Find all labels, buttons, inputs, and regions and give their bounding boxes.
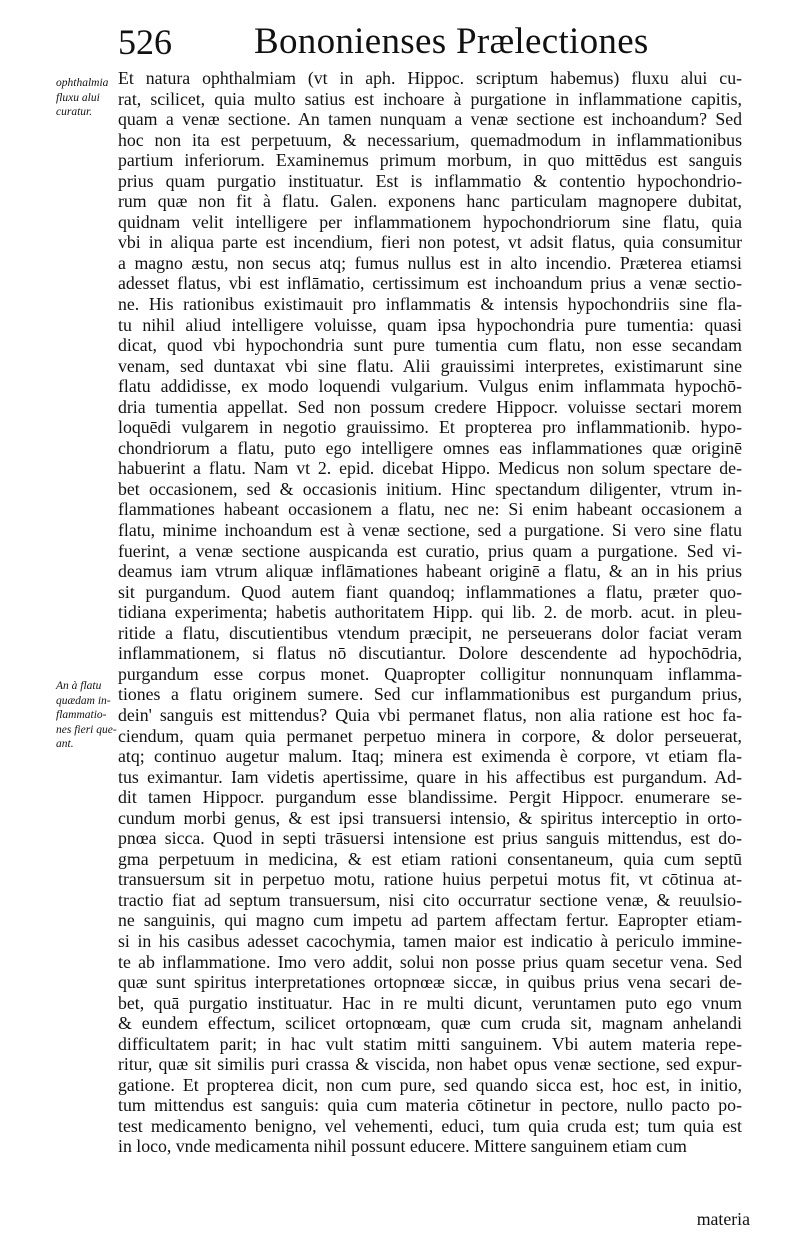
text-line: prius quam purgatio instituatur. Est is inflammatio & contentio hypochondrio- (118, 170, 742, 191)
text-line: tu nihil aliud intelligere voluisse, quam ipsa hypochondria pure tumentia: quasi (118, 314, 742, 335)
text-line: in loco, vnde medicamenta nihil possunt educere. Mittere sanguinem etiam cum (118, 1136, 687, 1157)
text-line: loquēdi vulgarem in negotio grauissimo. Et propterea pro inflammationib. hypo- (118, 417, 742, 438)
text-line: bet occasionem, sed & occasionis initium. Hinc spectandum diligenter, vtrum in- (118, 478, 742, 499)
text-line: deamus iam vtrum aliquæ inflāmationes habeant originē a flatu, & an in his prius (118, 561, 742, 582)
text-line: difficultatem parit; in hac vult statim mitti sanguinem. Vbi autem materia repe- (118, 1033, 742, 1054)
text-line: venam, sed duntaxat vbi sine flatu. Alii grauissimi interpretes, existimarunt sine (118, 355, 742, 376)
text-line: dein' sanguis est mittendus? Quia vbi permanet flatus, non alia ratione est hoc fa- (118, 704, 742, 725)
margin-note-line: flammatio- (56, 709, 107, 721)
text-line: dria tumentia appellat. Sed non possum credere Hippocr. voluisse sectari morem (118, 396, 742, 417)
text-line: rat, scilicet, quia multo satius est inchoare à purgatione in inflammatione capitis, (118, 88, 742, 109)
text-line: tus eximantur. Iam videtis apertissime, quare in his affectibus est purgandum. Ad- (118, 766, 742, 787)
text-line: te ab inflammatione. Imo vero addit, solui non posse prius quam secetur vena. Sed (118, 951, 742, 972)
margin-note-flatu (56, 679, 120, 752)
text-line: flammationes habeant occasionem a flatu, nec ne: Si enim habeant occasionem a (118, 499, 742, 520)
body-text (118, 68, 742, 1157)
text-line: ne sanguinis, qui magno cum impetu ad partem affectam fertur. Eapropter etiam- (118, 910, 742, 931)
text-line: hoc non ita est perpetuum, & necessarium, quemadmodum in inflammationibus (118, 129, 742, 150)
text-line: pnœa sicca. Quod in septi trāsuersi intensione est prius sanguis mittendus, est do- (118, 828, 742, 849)
text-line: vbi in aliqua parte est incendium, fieri non potest, vt adsit flatus, quia consumitur (118, 232, 742, 253)
margin-note-line: fluxu alui (56, 91, 100, 104)
margin-note-line: curatur. (56, 106, 93, 118)
text-line: flatu addidisse, ex modo loquendi vulgarium. Vulgus enim inflammata hypochō- (118, 376, 742, 397)
text-line: rum quæ non fit à flatu. Galen. exponens hanc particulam magnopere dubitat, (118, 191, 742, 212)
text-line: ciendum, quam quia permanet perpetuo minera in corpore, & dolor perseuerat, (118, 725, 742, 746)
text-line: fuerint, a venæ sectione auspicanda est curatio, prius quam a purgatione. Sed vi- (118, 540, 742, 561)
text-line: partium inferiorum. Examinemus primum morbum, in quo mittēdus est sanguis (118, 150, 742, 171)
text-line: quam a venæ sectione. An tamen nunquam a venæ sectione est inchoandum? Sed (118, 109, 742, 130)
text-line: gma perpetuum in medicina, & est etiam rationi consentaneum, quia cum septū (118, 848, 742, 869)
text-line: tidiana experimenta; habetis authoritatem Hipp. qui lib. 2. de morb. acut. in pleu- (118, 602, 742, 623)
text-line: inflammationem, si flatus nō discutiantur. Dolore descendente ad hypochōdria, (118, 643, 742, 664)
text-line: habuerint a flatu. Nam vt 2. epid. dicebat Hippo. Medicus non solum spectare de- (118, 458, 742, 479)
text-line: chondriorum a flatu, puto ego intelligere omnes eas inflammationes quæ originē (118, 437, 742, 458)
text-line: tractio fiat ad septum transuersum, nisi cito occurratur sectione venæ, & reuulsio- (118, 889, 742, 910)
text-line: & eundem effectum, scilicet ortopnœam, quæ cum cruda sit, magnam anhelandi (118, 1013, 742, 1034)
text-line: Et natura ophthalmiam (vt in aph. Hippoc. scriptum habemus) fluxu alui cu- (118, 68, 742, 88)
text-line: ritur, quæ sit similis puri crassa & viscida, non habet opus venæ sectione, sed expur- (118, 1054, 742, 1075)
margin-note-line: ant. (56, 738, 74, 750)
text-line: dicat, quod vbi hypochondria sunt pure tumentia cum flatu, non esse secandam (118, 335, 742, 356)
text-line: quidnam velit intelligere per inflammationem hypochondriorum sine flatu, quia (118, 211, 742, 232)
text-line: cundum morbi genus, & est ipsi transuersi intensio, & spiritus interceptio in orto- (118, 807, 742, 828)
text-line: sit purgandum. Quod autem fiant quandoq; inflammationes a flatu, præter quo- (118, 581, 742, 602)
text-line: ne. His rationibus existimauit pro inflammatis & intensis hypochondriis sine fla- (118, 294, 742, 315)
margin-note-line: An à flatu (56, 680, 102, 692)
page-header (0, 18, 800, 74)
text-line: transuersum sit in perpetuo motu, ratione huius perpetui motus fit, vt cōtinua at- (118, 869, 742, 890)
margin-note-line: quædam in- (56, 694, 111, 707)
text-line: si in his casibus adesset cacochymia, tamen maior est indicatio à periculo immine- (118, 930, 742, 951)
text-line: tum mittendus est sanguis: quia cum materia cōtinetur in pectore, nullo pacto po- (118, 1095, 742, 1116)
margin-note-line: nes fieri que- (56, 723, 117, 736)
text-line: purgandum esse corpus monet. Quapropter colligitur nonnunquam inflamma- (118, 663, 742, 684)
text-line: gatione. Et propterea dicit, non cum pure, sed quando sicca est, hoc est, in initio, (118, 1074, 742, 1095)
text-line: atq; continuo augetur malum. Itaq; minera est eximenda è corpore, vt etiam fla- (118, 746, 742, 767)
page-number: 526 (118, 22, 172, 62)
text-line: bet, quā purgatio instituatur. Hac in re multi dicunt, veruntamen puto ego vnum (118, 992, 742, 1013)
text-line: quæ sunt spiritus interpretationes ortopnœæ siccæ, in quibus prius vena secari de- (118, 972, 742, 993)
text-line: dit tamen Hippocr. purgandum esse blandissime. Pergit Hippocr. enumerare se- (118, 787, 742, 808)
margin-note-line: ophthalmia (56, 77, 109, 89)
running-title: Bononienses Prælectiones (254, 21, 649, 62)
text-line: tiones a flatu originem sumere. Sed cur inflammationibus est purgandum prius, (118, 684, 742, 705)
text-line: flatu, minime inchoandum est à venæ sectione, sed a purgatione. Si vero sine flatu (118, 520, 742, 541)
text-line: a magno æstu, non secus atq; fumus nullus est in alto incendio. Præterea etiamsi (118, 252, 742, 273)
margin-note-ophthalmia (56, 76, 120, 120)
catchword: materia (696, 1209, 750, 1229)
text-line: test medicamento benigno, vel vehementi, educi, tum quia cruda est; tum quia est (118, 1115, 742, 1136)
text-line: adesset flatus, vbi est inflāmatio, certissimum est inchoandum prius a venæ sectio- (118, 273, 742, 294)
text-line: ritide a flatu, discutientibus vtendum præcipit, ne perseuerans dolor faciat veram (118, 622, 742, 643)
